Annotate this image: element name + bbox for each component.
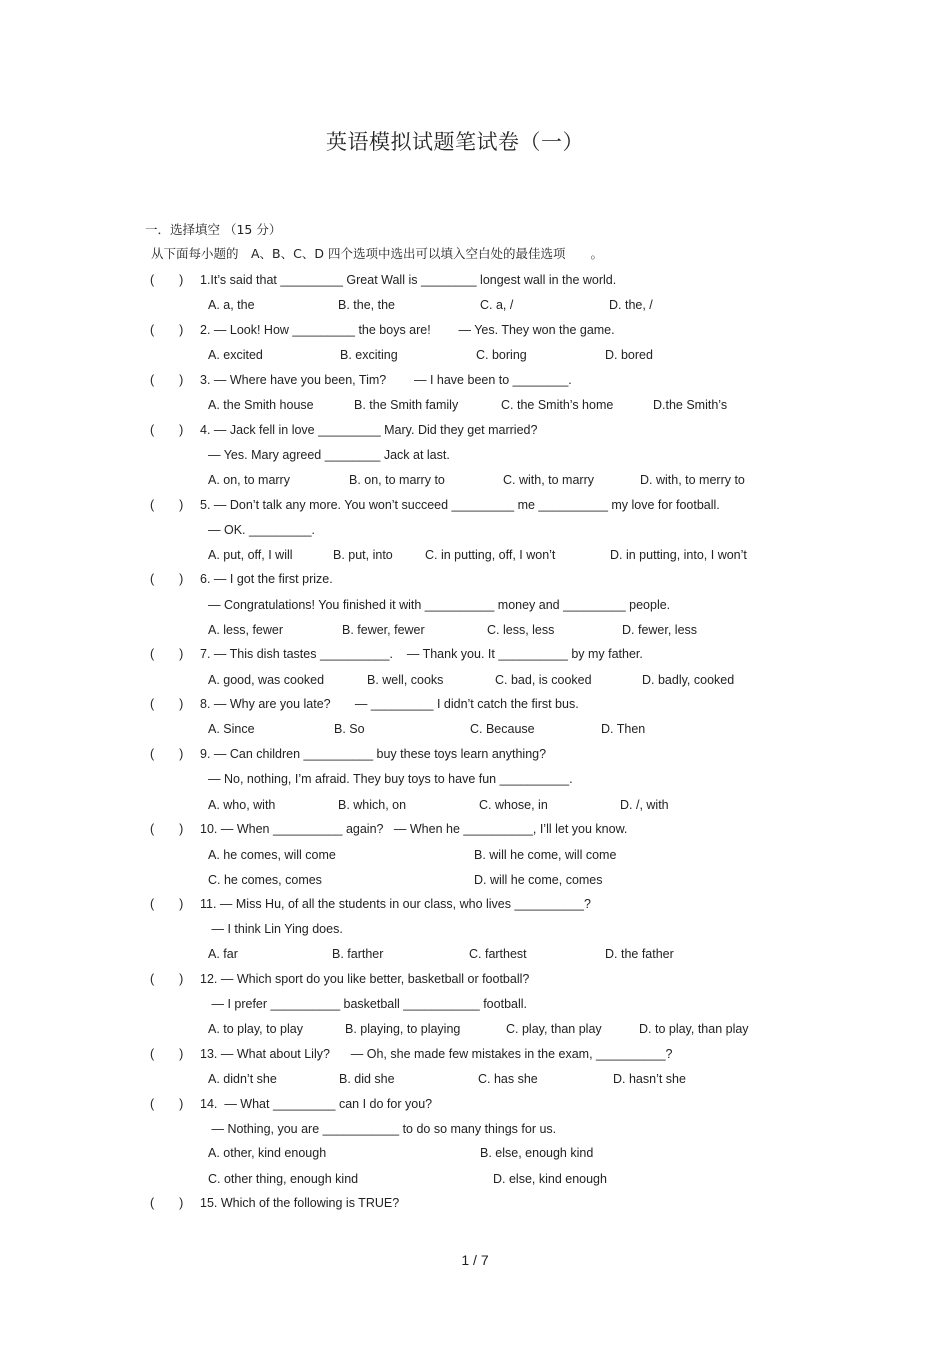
answer-option: A. a, the [208, 298, 255, 312]
question-stem: 9. — Can children __________ buy these toys learn anything? [200, 747, 547, 761]
answer-option: D. to play, than play [639, 1022, 749, 1036]
question-stem: 13. — What about Lily? — Oh, she made few mistakes in the exam, __________? [200, 1047, 673, 1061]
question-stem: 2. — Look! How _________ the boys are! — Yes. They won the game. [200, 323, 615, 337]
answer-option: D. in putting, into, I won’t [610, 548, 747, 562]
section-instructions: 从下面每小题的 A、B、C、D 四个选项中选出可以填入空白处的最佳选项 。 [151, 246, 603, 261]
answer-option: C. farthest [469, 947, 527, 961]
answer-blank: ( ) [150, 1196, 184, 1210]
answer-option: A. he comes, will come [208, 848, 336, 862]
answer-option: C. other thing, enough kind [208, 1172, 359, 1186]
page-title: 英语模拟试题笔试卷（一） [326, 130, 584, 154]
answer-option: B. well, cooks [367, 673, 444, 687]
answer-option: B. So [334, 722, 365, 736]
answer-option: D. bored [605, 348, 653, 362]
question-dialogue-line: — I think Lin Ying does. [208, 922, 343, 936]
answer-option: B. else, enough kind [480, 1146, 594, 1160]
answer-option: A. to play, to play [208, 1022, 303, 1036]
answer-option: A. other, kind enough [208, 1146, 327, 1160]
answer-option: C. he comes, comes [208, 873, 322, 887]
answer-option: D. fewer, less [622, 623, 698, 637]
answer-blank: ( ) [150, 423, 184, 437]
answer-option: A. far [208, 947, 238, 961]
answer-option: C. play, than play [506, 1022, 602, 1036]
answer-option: D. the father [605, 947, 674, 961]
answer-blank: ( ) [150, 1047, 184, 1061]
answer-blank: ( ) [150, 747, 184, 761]
answer-option: C. has she [478, 1072, 538, 1086]
answer-option: C. Because [470, 722, 535, 736]
question-dialogue-line: — No, nothing, I’m afraid. They buy toys to have fun __________. [208, 772, 573, 786]
question-dialogue-line: — Yes. Mary agreed ________ Jack at last. [208, 448, 450, 462]
answer-option: C. with, to marry [503, 473, 594, 487]
answer-option: A. who, with [208, 798, 276, 812]
answer-option: C. the Smith’s home [501, 398, 614, 412]
answer-blank: ( ) [150, 572, 184, 586]
answer-blank: ( ) [150, 822, 184, 836]
answer-blank: ( ) [150, 647, 184, 661]
answer-option: D. /, with [620, 798, 669, 812]
answer-option: D. else, kind enough [493, 1172, 607, 1186]
answer-option: B. playing, to playing [345, 1022, 461, 1036]
answer-blank: ( ) [150, 897, 184, 911]
answer-option: B. fewer, fewer [342, 623, 425, 637]
answer-option: B. exciting [340, 348, 398, 362]
answer-option: D. with, to merry to [640, 473, 745, 487]
answer-option: B. farther [332, 947, 384, 961]
question-stem: 11. — Miss Hu, of all the students in our class, who lives __________? [200, 897, 591, 911]
answer-option: D. Then [601, 722, 646, 736]
section-heading: 一．选择填空 （15 分） [145, 222, 282, 237]
answer-blank: ( ) [150, 373, 184, 387]
answer-option: D. will he come, comes [474, 873, 603, 887]
answer-blank: ( ) [150, 323, 184, 337]
answer-option: C. in putting, off, I won’t [425, 548, 556, 562]
answer-blank: ( ) [150, 972, 184, 986]
answer-option: C. bad, is cooked [495, 673, 592, 687]
answer-option: A. put, off, I will [208, 548, 293, 562]
answer-option: D. hasn’t she [613, 1072, 686, 1086]
answer-blank: ( ) [150, 273, 184, 287]
question-dialogue-line: — Congratulations! You finished it with __________ money and _________ people. [208, 598, 671, 612]
answer-option: B. put, into [333, 548, 393, 562]
question-stem: 3. — Where have you been, Tim? — I have been to ________. [200, 373, 572, 387]
question-stem: 12. — Which sport do you like better, basketball or football? [200, 972, 530, 986]
question-stem: 8. — Why are you late? — _________ I didn’t catch the first bus. [200, 697, 579, 711]
answer-option: B. did she [339, 1072, 395, 1086]
answer-option: B. the Smith family [354, 398, 459, 412]
answer-option: A. less, fewer [208, 623, 284, 637]
answer-blank: ( ) [150, 1097, 184, 1111]
question-stem: 10. — When __________ again? — When he __________, I’ll let you know. [200, 822, 628, 836]
page-number: 1 / 7 [461, 1252, 489, 1268]
answer-option: D. badly, cooked [642, 673, 735, 687]
question-stem: 15. Which of the following is TRUE? [200, 1196, 400, 1210]
answer-option: C. whose, in [479, 798, 548, 812]
question-stem: 7. — This dish tastes __________. — Thank you. It __________ by my father. [200, 647, 643, 661]
answer-option: B. on, to marry to [349, 473, 445, 487]
answer-option: C. a, / [480, 298, 514, 312]
answer-blank: ( ) [150, 498, 184, 512]
answer-option: B. will he come, will come [474, 848, 617, 862]
answer-option: D. the, / [609, 298, 653, 312]
answer-option: D.the Smith’s [653, 398, 728, 412]
answer-option: A. on, to marry [208, 473, 290, 487]
question-dialogue-line: — OK. _________. [208, 523, 316, 537]
question-stem: 1.It’s said that _________ Great Wall is ________ longest wall in the world. [200, 273, 617, 287]
answer-option: A. good, was cooked [208, 673, 325, 687]
answer-blank: ( ) [150, 697, 184, 711]
question-stem: 14. — What _________ can I do for you? [200, 1097, 433, 1111]
question-dialogue-line: — Nothing, you are ___________ to do so many things for us. [208, 1122, 557, 1136]
answer-option: C. boring [476, 348, 527, 362]
answer-option: A. excited [208, 348, 263, 362]
answer-option: A. didn’t she [208, 1072, 277, 1086]
answer-option: A. the Smith house [208, 398, 314, 412]
question-stem: 6. — I got the first prize. [200, 572, 333, 586]
answer-option: A. Since [208, 722, 255, 736]
question-stem: 4. — Jack fell in love _________ Mary. Did they get married? [200, 423, 538, 437]
answer-option: B. which, on [338, 798, 407, 812]
question-dialogue-line: — I prefer __________ basketball ___________ football. [208, 997, 527, 1011]
answer-option: C. less, less [487, 623, 555, 637]
answer-option: B. the, the [338, 298, 395, 312]
question-stem: 5. — Don’t talk any more. You won’t succeed _________ me __________ my love for football. [200, 498, 720, 512]
